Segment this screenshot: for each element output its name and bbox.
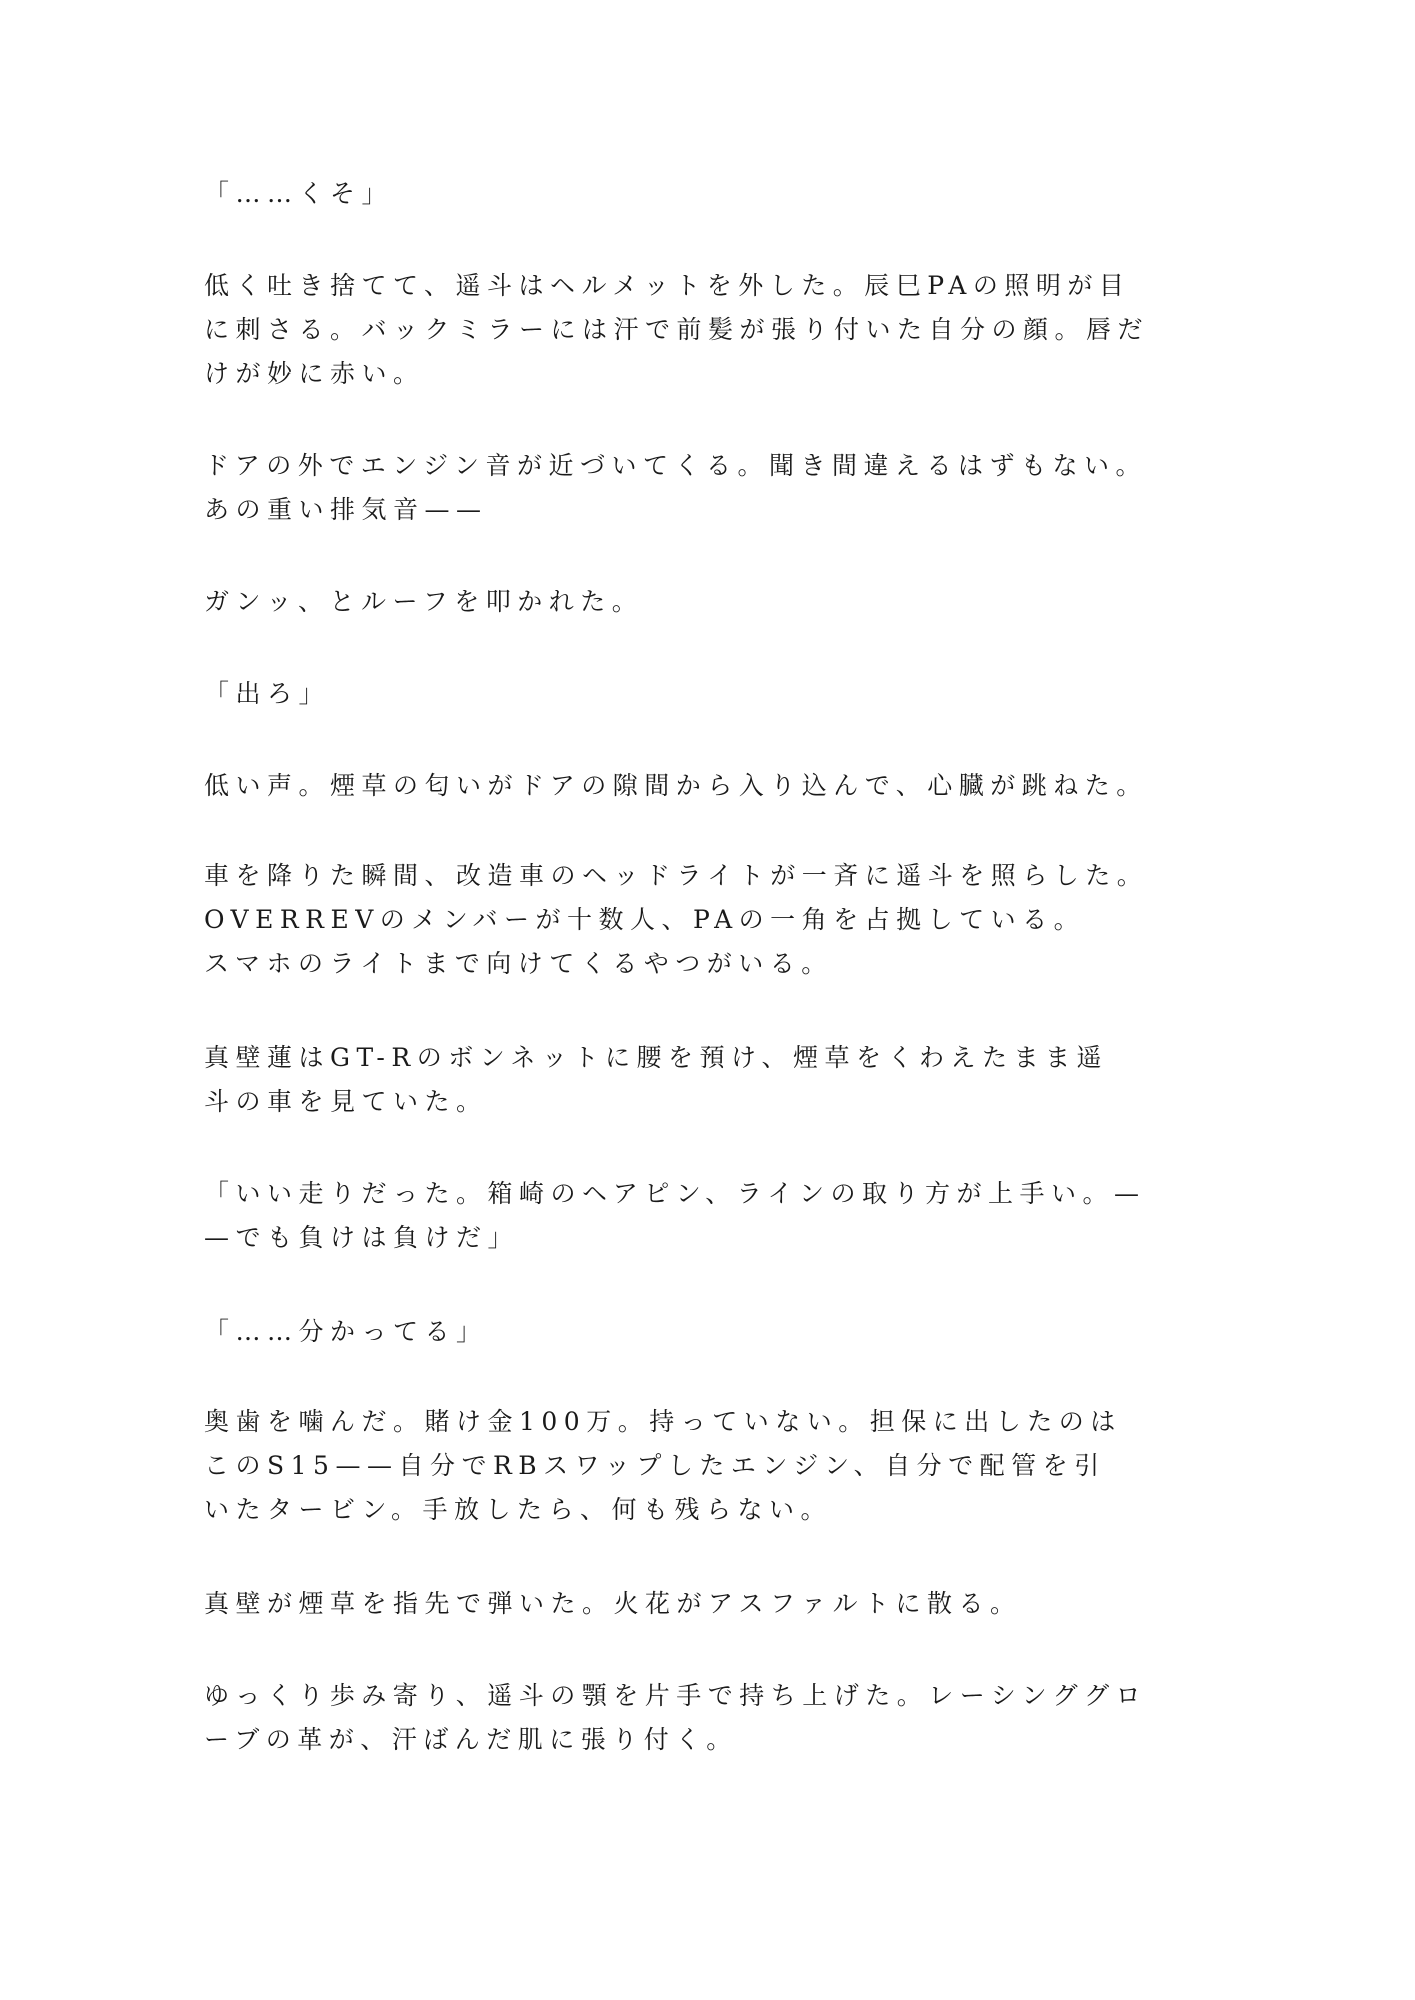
text-line: いたタービン。手放したら、何も残らない。 [204, 1495, 833, 1524]
text-line: 真壁が煙草を指先で弾いた。火花がアスファルトに散る。 [204, 1589, 1022, 1618]
paragraph-2 [204, 264, 1149, 396]
paragraph-4 [204, 580, 643, 624]
text-line: OVERREVのメンバーが十数人、PAの一角を占拠している。 [204, 905, 1086, 934]
paragraph-11 [204, 1400, 1122, 1532]
text-line: ドアの外でエンジン音が近づいてくる。聞き間違えるはずもない。 [204, 451, 1148, 480]
text-line: 斗の車を見ていた。 [204, 1087, 488, 1116]
text-line: スマホのライトまで向けてくるやつがいる。 [204, 949, 833, 978]
paragraph-7 [204, 854, 1148, 986]
text-line: 真壁蓮はGT-Rのボンネットに腰を預け、煙草をくわえたまま遥 [204, 1043, 1108, 1072]
text-line: あの重い排気音—— [204, 495, 488, 524]
text-line: 「いい走りだった。箱崎のヘアピン、ラインの取り方が上手い。— [204, 1179, 1146, 1208]
paragraph-8 [204, 1036, 1108, 1124]
text-line: 「……分かってる」 [204, 1317, 488, 1346]
text-line: けが妙に赤い。 [204, 359, 425, 388]
text-line: —でも負けは負けだ」 [204, 1223, 520, 1252]
text-line: ゆっくり歩み寄り、遥斗の顎を片手で持ち上げた。レーシンググロ [204, 1681, 1148, 1710]
text-line: 低く吐き捨てて、遥斗はヘルメットを外した。辰巳PAの照明が目 [204, 271, 1131, 300]
paragraph-13 [204, 1674, 1147, 1762]
paragraph-6 [204, 764, 1148, 808]
text-line: に刺さる。バックミラーには汗で前髪が張り付いた自分の顔。唇だ [204, 315, 1150, 344]
paragraph-5 [204, 672, 330, 716]
text-line: ーブの革が、汗ばんだ肌に張り付く。 [204, 1725, 738, 1754]
text-line: 低い声。煙草の匂いがドアの隙間から入り込んで、心臓が跳ねた。 [204, 771, 1148, 800]
paragraph-9 [204, 1172, 1146, 1260]
paragraph-10 [204, 1310, 488, 1354]
paragraph-1 [204, 172, 393, 216]
paragraph-12 [204, 1582, 1022, 1626]
paragraph-3 [204, 444, 1147, 532]
text-line: このS15——自分でRBスワップしたエンジン、自分で配管を引 [204, 1451, 1106, 1480]
text-line: ガンッ、とルーフを叩かれた。 [204, 587, 644, 616]
text-line: 「……くそ」 [204, 179, 394, 208]
text-line: 「出ろ」 [204, 679, 331, 708]
text-line: 車を降りた瞬間、改造車のヘッドライトが一斉に遥斗を照らした。 [204, 861, 1149, 890]
text-line: 奥歯を噛んだ。賭け金100万。持っていない。担保に出したのは [204, 1407, 1122, 1436]
